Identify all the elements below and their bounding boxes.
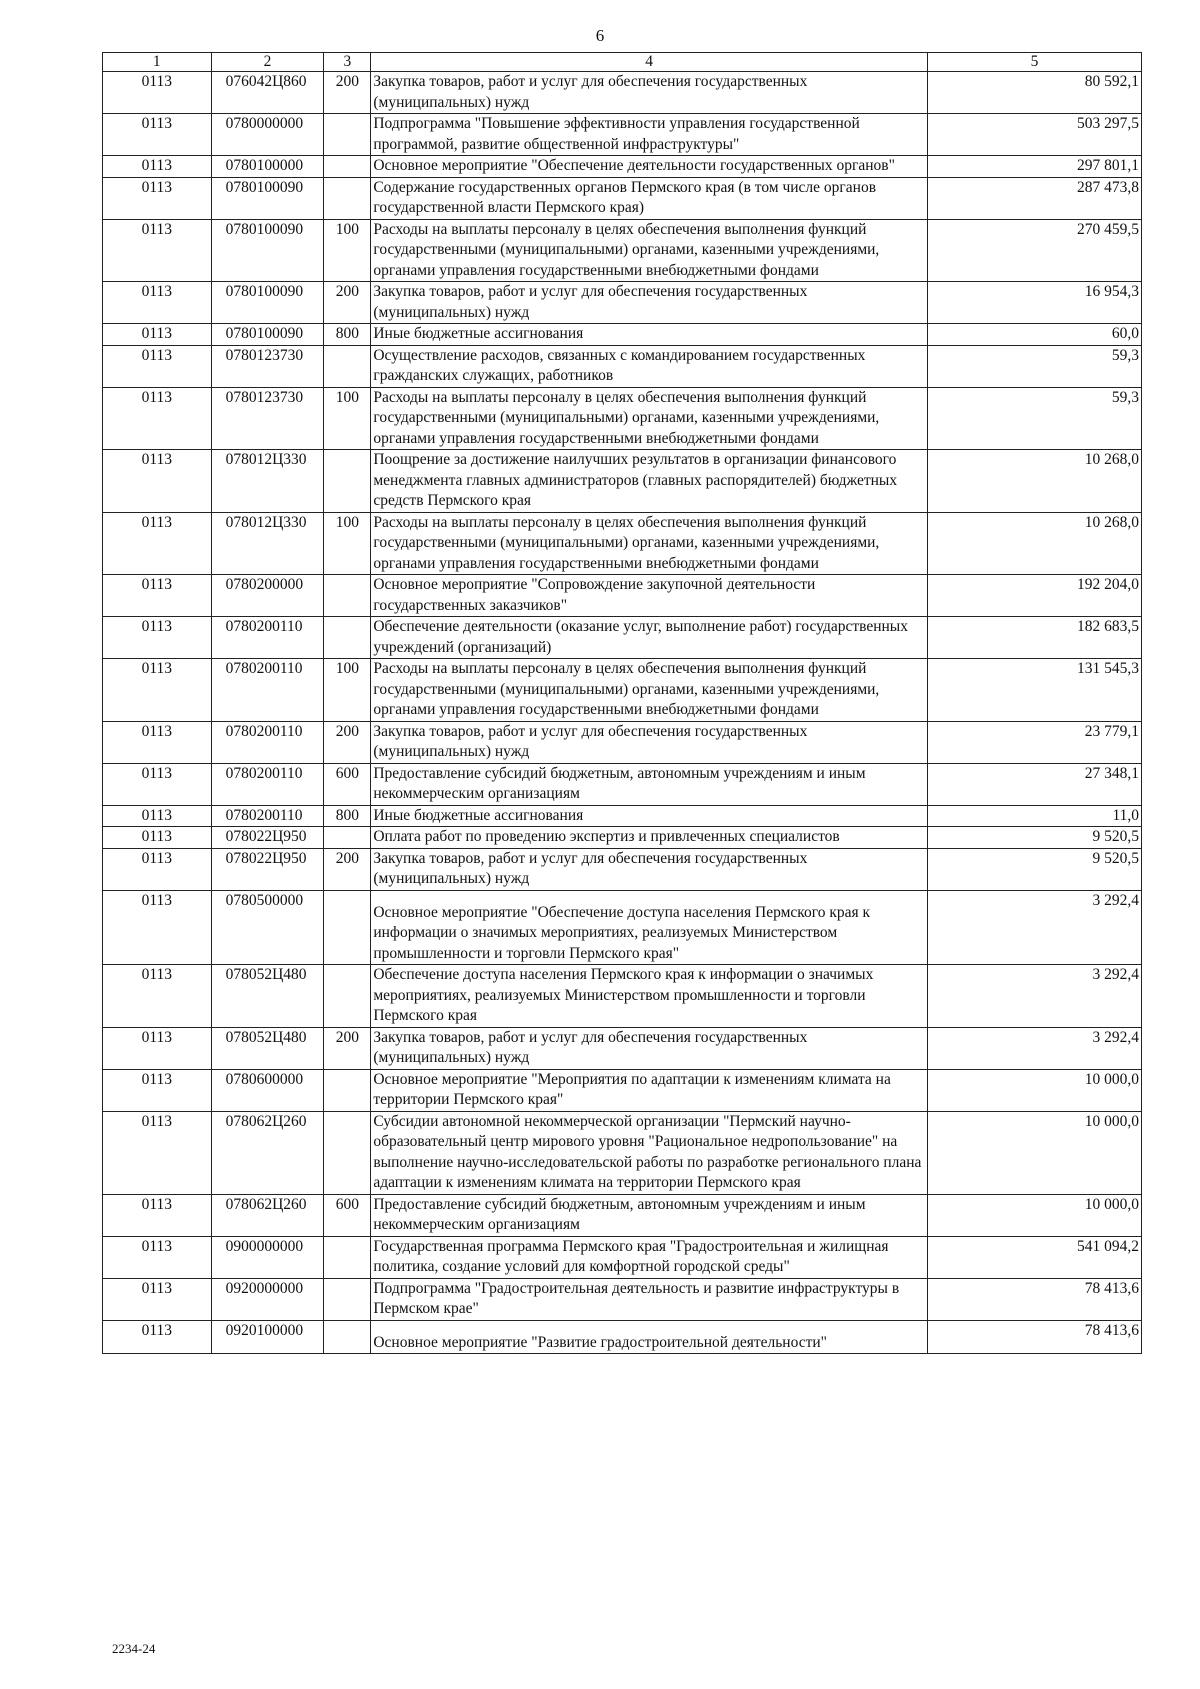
cell-c5: 297 801,1 xyxy=(927,156,1141,178)
cell-c2: 0780000000 xyxy=(211,114,324,156)
cell-c3 xyxy=(324,1320,371,1354)
table-row xyxy=(103,450,1142,513)
cell-c1: 0113 xyxy=(103,575,212,617)
cell-c5: 78 413,6 xyxy=(927,1278,1141,1320)
cell-c4 xyxy=(371,848,928,890)
cell-c5: 11,0 xyxy=(927,805,1141,827)
cell-c1: 0113 xyxy=(103,805,212,827)
cell-c4 xyxy=(371,659,928,722)
cell-c1: 0113 xyxy=(103,617,212,659)
cell-c4 xyxy=(371,1320,928,1354)
cell-c2: 0780200110 xyxy=(211,763,324,805)
cell-c2: 0780100090 xyxy=(211,219,324,282)
cell-c4 xyxy=(371,345,928,387)
cell-c1: 0113 xyxy=(103,156,212,178)
cell-c1: 0113 xyxy=(103,1278,212,1320)
cell-c3 xyxy=(324,156,371,178)
cell-text: Основное мероприятие "Обеспечение доступа населения Пермского края к информации о значимых мероприятиях, реализуемых Министерством промышленности и торговли Пермского края" xyxy=(373,903,871,962)
cell-c2: 0780200110 xyxy=(211,617,324,659)
cell-text: Закупка товаров, работ и услуг для обеспечения государственных (муниципальных) нужд xyxy=(373,849,808,887)
cell-text: Обеспечение деятельности (оказание услуг, выполнение работ) государственных учреждений (организаций) xyxy=(373,618,908,656)
page-number: 6 xyxy=(595,26,605,45)
cell-c2: 0780200110 xyxy=(211,721,324,763)
table-row xyxy=(103,324,1142,346)
table-row xyxy=(103,72,1142,114)
cell-text: Закупка товаров, работ и услуг для обеспечения государственных (муниципальных) нужд xyxy=(373,73,808,111)
document-code: 2234-24 xyxy=(112,1641,156,1656)
cell-c3 xyxy=(324,617,371,659)
cell-c2: 0780100000 xyxy=(211,156,324,178)
cell-text: Закупка товаров, работ и услуг для обеспечения государственных (муниципальных) нужд xyxy=(373,283,808,321)
cell-c4 xyxy=(371,156,928,178)
header-col-4: 4 xyxy=(371,53,928,72)
cell-c5: 287 473,8 xyxy=(927,177,1141,219)
cell-text: Основное мероприятие "Обеспечение деятельности государственных органов" xyxy=(373,157,895,174)
cell-text: Расходы на выплаты персоналу в целях обеспечения выполнения функций государственными (муниципальными) органами, казенными учреждениями, органами управления государственными внебюджетными фондами xyxy=(373,513,880,572)
cell-c1: 0113 xyxy=(103,1236,212,1278)
cell-c2: 078062Ц260 xyxy=(211,1111,324,1194)
cell-c3 xyxy=(324,1111,371,1194)
table-row xyxy=(103,890,1142,965)
table-row xyxy=(103,763,1142,805)
cell-c4 xyxy=(371,387,928,450)
cell-c4 xyxy=(371,1194,928,1236)
cell-c2: 078022Ц950 xyxy=(211,848,324,890)
cell-c3 xyxy=(324,177,371,219)
cell-c5: 10 000,0 xyxy=(927,1194,1141,1236)
cell-c3: 600 xyxy=(324,763,371,805)
cell-c4 xyxy=(371,450,928,513)
cell-c2: 0780123730 xyxy=(211,345,324,387)
table-row xyxy=(103,965,1142,1028)
header-col-5: 5 xyxy=(927,53,1141,72)
cell-c4 xyxy=(371,617,928,659)
table-row xyxy=(103,617,1142,659)
cell-c3: 200 xyxy=(324,282,371,324)
table-row xyxy=(103,805,1142,827)
cell-c2: 078052Ц480 xyxy=(211,965,324,1028)
cell-c5: 192 204,0 xyxy=(927,575,1141,617)
header-col-1: 1 xyxy=(103,53,212,72)
cell-c5: 9 520,5 xyxy=(927,848,1141,890)
cell-text: Подпрограмма "Повышение эффективности управления государственной программой, развитие общественной инфраструктуры" xyxy=(373,115,860,153)
cell-c1: 0113 xyxy=(103,763,212,805)
table-row xyxy=(103,156,1142,178)
table-row xyxy=(103,1027,1142,1069)
cell-c1: 0113 xyxy=(103,512,212,575)
cell-c5: 27 348,1 xyxy=(927,763,1141,805)
table-header-row xyxy=(103,53,1142,72)
cell-c5: 10 000,0 xyxy=(927,1069,1141,1111)
cell-c1: 0113 xyxy=(103,345,212,387)
table-row xyxy=(103,848,1142,890)
cell-c2: 0780500000 xyxy=(211,890,324,965)
cell-c1: 0113 xyxy=(103,450,212,513)
table-row xyxy=(103,659,1142,722)
cell-c1: 0113 xyxy=(103,848,212,890)
cell-c4 xyxy=(371,219,928,282)
cell-c3: 200 xyxy=(324,848,371,890)
cell-c1: 0113 xyxy=(103,1069,212,1111)
cell-c1: 0113 xyxy=(103,1027,212,1069)
table-row xyxy=(103,1194,1142,1236)
table-row xyxy=(103,219,1142,282)
cell-c5: 10 268,0 xyxy=(927,512,1141,575)
cell-c5: 23 779,1 xyxy=(927,721,1141,763)
cell-text: Расходы на выплаты персоналу в целях обеспечения выполнения функций государственными (муниципальными) органами, казенными учреждениями, органами управления государственными внебюджетными фондами xyxy=(373,220,880,279)
cell-c5: 16 954,3 xyxy=(927,282,1141,324)
cell-c1: 0113 xyxy=(103,219,212,282)
cell-c1: 0113 xyxy=(103,1194,212,1236)
cell-c2: 0780100090 xyxy=(211,324,324,346)
cell-text: Основное мероприятие "Развитие градостроительной деятельности" xyxy=(373,1333,828,1351)
cell-c4 xyxy=(371,114,928,156)
cell-c4 xyxy=(371,1069,928,1111)
cell-c5: 59,3 xyxy=(927,345,1141,387)
cell-text: Закупка товаров, работ и услуг для обеспечения государственных (муниципальных) нужд xyxy=(373,722,808,760)
cell-c4 xyxy=(371,827,928,849)
cell-c3 xyxy=(324,965,371,1028)
cell-c5: 80 592,1 xyxy=(927,72,1141,114)
cell-c5: 10 000,0 xyxy=(927,1111,1141,1194)
cell-c4 xyxy=(371,72,928,114)
cell-c5: 3 292,4 xyxy=(927,890,1141,965)
table-row xyxy=(103,1069,1142,1111)
cell-c2: 076042Ц860 xyxy=(211,72,324,114)
cell-c4 xyxy=(371,805,928,827)
budget-table xyxy=(102,52,1142,1354)
cell-c5: 78 413,6 xyxy=(927,1320,1141,1354)
cell-c2: 0780200110 xyxy=(211,805,324,827)
table-row xyxy=(103,345,1142,387)
cell-c1: 0113 xyxy=(103,659,212,722)
table-row xyxy=(103,721,1142,763)
cell-c4 xyxy=(371,890,928,965)
cell-c1: 0113 xyxy=(103,72,212,114)
table-row xyxy=(103,387,1142,450)
table-row xyxy=(103,1320,1142,1354)
cell-c1: 0113 xyxy=(103,1320,212,1354)
cell-c3: 200 xyxy=(324,721,371,763)
cell-c4 xyxy=(371,575,928,617)
table-row xyxy=(103,282,1142,324)
cell-c2: 078012Ц330 xyxy=(211,450,324,513)
cell-c2: 0920000000 xyxy=(211,1278,324,1320)
cell-c5: 9 520,5 xyxy=(927,827,1141,849)
cell-c3 xyxy=(324,450,371,513)
cell-c5: 270 459,5 xyxy=(927,219,1141,282)
cell-c2: 078062Ц260 xyxy=(211,1194,324,1236)
cell-text: Поощрение за достижение наилучших результатов в организации финансового менеджмента главных администраторов (главных распорядителей) бюджетных средств Пермского края xyxy=(373,451,898,509)
table-row xyxy=(103,114,1142,156)
cell-c3: 800 xyxy=(324,805,371,827)
cell-c5: 60,0 xyxy=(927,324,1141,346)
cell-c5: 10 268,0 xyxy=(927,450,1141,513)
header-col-2: 2 xyxy=(211,53,324,72)
cell-text: Осуществление расходов, связанных с командированием государственных гражданских служащих, работников xyxy=(373,346,866,384)
cell-c3 xyxy=(324,1069,371,1111)
cell-c3 xyxy=(324,575,371,617)
cell-c4 xyxy=(371,512,928,575)
cell-c2: 078052Ц480 xyxy=(211,1027,324,1069)
cell-text: Обеспечение доступа населения Пермского края к информации о значимых мероприятиях, реализуемых Министерством промышленности и торговли Пермского края xyxy=(373,966,874,1024)
cell-c3 xyxy=(324,1278,371,1320)
table-row xyxy=(103,177,1142,219)
cell-c3 xyxy=(324,114,371,156)
cell-c4 xyxy=(371,282,928,324)
cell-c4 xyxy=(371,177,928,219)
table-row xyxy=(103,512,1142,575)
cell-c5: 541 094,2 xyxy=(927,1236,1141,1278)
cell-c2: 0900000000 xyxy=(211,1236,324,1278)
table-row xyxy=(103,827,1142,849)
cell-text: Субсидии автономной некоммерческой организации "Пермский научно-образовательный центр мирового уровня "Рациональное недропользование" на выполнение научно-исследовательской работы по разработке регионального плана адаптации к изменениям климата на территории Пермского края xyxy=(373,1112,922,1191)
cell-c4 xyxy=(371,1278,928,1320)
cell-c5: 59,3 xyxy=(927,387,1141,450)
cell-text: Иные бюджетные ассигнования xyxy=(373,806,584,824)
cell-c2: 0780600000 xyxy=(211,1069,324,1111)
cell-c5: 503 297,5 xyxy=(927,114,1141,156)
table-row xyxy=(103,575,1142,617)
cell-c5: 131 545,3 xyxy=(927,659,1141,722)
cell-c1: 0113 xyxy=(103,827,212,849)
cell-c4 xyxy=(371,1236,928,1278)
cell-text: Государственная программа Пермского края "Градостроительная и жилищная политика, создание условий для комфортной городской среды" xyxy=(373,1237,889,1275)
cell-c1: 0113 xyxy=(103,965,212,1028)
cell-text: Основное мероприятие "Мероприятия по адаптации к изменениям климата на территории Пермского края" xyxy=(373,1070,891,1108)
cell-text: Содержание государственных органов Пермского края (в том числе органов государственной власти Пермского края) xyxy=(373,178,877,216)
cell-c3: 100 xyxy=(324,659,371,722)
cell-c4 xyxy=(371,965,928,1028)
cell-c3: 100 xyxy=(324,512,371,575)
table-row xyxy=(103,1278,1142,1320)
cell-text: Закупка товаров, работ и услуг для обеспечения государственных (муниципальных) нужд xyxy=(373,1028,808,1066)
cell-c4 xyxy=(371,763,928,805)
cell-c1: 0113 xyxy=(103,114,212,156)
cell-c2: 0920100000 xyxy=(211,1320,324,1354)
cell-text: Иные бюджетные ассигнования xyxy=(373,325,584,342)
cell-c3: 600 xyxy=(324,1194,371,1236)
cell-c2: 0780100090 xyxy=(211,177,324,219)
cell-c3 xyxy=(324,890,371,965)
cell-c4 xyxy=(371,324,928,346)
cell-text: Расходы на выплаты персоналу в целях обеспечения выполнения функций государственными (муниципальными) органами, казенными учреждениями, органами управления государственными внебюджетными фондами xyxy=(373,388,880,447)
cell-c2: 078012Ц330 xyxy=(211,512,324,575)
cell-c4 xyxy=(371,1111,928,1194)
cell-text: Расходы на выплаты персоналу в целях обеспечения выполнения функций государственными (муниципальными) органами, казенными учреждениями, органами управления государственными внебюджетными фондами xyxy=(373,660,880,718)
cell-c1: 0113 xyxy=(103,890,212,965)
cell-c2: 078022Ц950 xyxy=(211,827,324,849)
cell-c3 xyxy=(324,345,371,387)
cell-c4 xyxy=(371,1027,928,1069)
cell-c3 xyxy=(324,1236,371,1278)
header-col-3: 3 xyxy=(324,53,371,72)
cell-text: Предоставление субсидий бюджетным, автономным учреждениям и иным некоммерческим организациям xyxy=(373,764,866,802)
cell-text: Предоставление субсидий бюджетным, автономным учреждениям и иным некоммерческим организациям xyxy=(373,1195,866,1233)
cell-c3: 800 xyxy=(324,324,371,346)
cell-c3: 200 xyxy=(324,72,371,114)
cell-c2: 0780123730 xyxy=(211,387,324,450)
cell-c5: 3 292,4 xyxy=(927,1027,1141,1069)
cell-c1: 0113 xyxy=(103,282,212,324)
cell-c1: 0113 xyxy=(103,387,212,450)
cell-c3 xyxy=(324,827,371,849)
cell-c5: 182 683,5 xyxy=(927,617,1141,659)
cell-c1: 0113 xyxy=(103,1111,212,1194)
cell-c2: 0780100090 xyxy=(211,282,324,324)
cell-c3: 100 xyxy=(324,219,371,282)
cell-c2: 0780200000 xyxy=(211,575,324,617)
cell-text: Оплата работ по проведению экспертиз и привлеченных специалистов xyxy=(373,828,840,845)
cell-c3: 100 xyxy=(324,387,371,450)
table-row xyxy=(103,1111,1142,1194)
cell-c1: 0113 xyxy=(103,721,212,763)
cell-c4 xyxy=(371,721,928,763)
cell-c5: 3 292,4 xyxy=(927,965,1141,1028)
cell-c2: 0780200110 xyxy=(211,659,324,722)
cell-c3: 200 xyxy=(324,1027,371,1069)
cell-c1: 0113 xyxy=(103,177,212,219)
cell-text: Основное мероприятие "Сопровождение закупочной деятельности государственных заказчиков" xyxy=(373,576,816,614)
table-row xyxy=(103,1236,1142,1278)
cell-c1: 0113 xyxy=(103,324,212,346)
cell-text: Подпрограмма "Градостроительная деятельность и развитие инфраструктуры в Пермском крае" xyxy=(373,1279,900,1317)
